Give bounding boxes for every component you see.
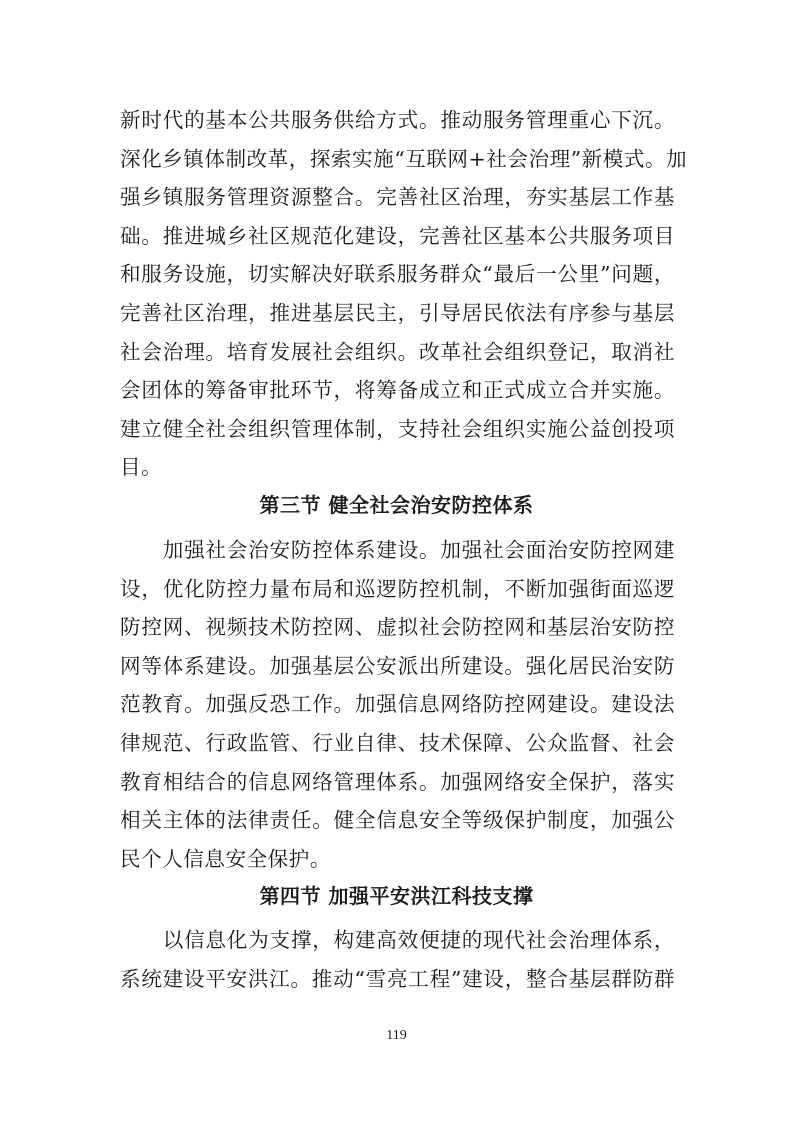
section-4-line: 以信息化为支撑，构建高效便捷的现代社会治理体系， [120, 928, 675, 952]
section-3-line: 律规范、行政监管、行业自律、技术保障、公众监督、社会 [120, 730, 675, 755]
section-3-line: 加强社会治安防控体系建设。加强社会面治安防控网建 [120, 538, 675, 562]
paragraph-1-line: 和服务设施，切实解决好联系服务群众“最后一公里”问题， [120, 262, 675, 287]
paragraph-1-line: 新时代的基本公共服务供给方式。推动服务管理重心下沉。 [120, 108, 675, 132]
section-3-line: 设，优化防控力量布局和巡逻防控机制，不断加强街面巡逻 [120, 576, 675, 601]
section-3-line: 民个人信息安全保护。 [120, 846, 331, 871]
section-3-line: 教育相结合的信息网络管理体系。加强网络安全保护，落实 [120, 769, 675, 794]
section-3-line: 范教育。加强反恐工作。加强信息网络防控网建设。建设法 [120, 692, 675, 717]
section-4-line: 系统建设平安洪江。推动“雪亮工程”建设，整合基层群防群 [120, 966, 675, 991]
section-3-paragraph [120, 531, 675, 878]
paragraph-1-line: 础。推进城乡社区规范化建设，完善社区基本公共服务项目 [120, 223, 675, 248]
page-number: 119 [386, 1028, 407, 1043]
section-3-line: 相关主体的法律责任。健全信息安全等级保护制度，加强公 [120, 808, 675, 833]
paragraph-1-line: 目。 [120, 455, 163, 480]
paragraph-1-line: 社会治理。培育发展社会组织。改革社会组织登记，取消社 [120, 339, 675, 364]
section-4-paragraph [120, 921, 675, 998]
paragraph-1-line: 建立健全社会组织管理体制，支持社会组织实施公益创投项 [120, 416, 675, 441]
paragraph-1 [120, 101, 688, 487]
paragraph-1-line: 深化乡镇体制改革，探索实施“互联网+社会治理”新模式。加 [120, 146, 688, 171]
section-3-heading: 第三节 健全社会治安防控体系 [259, 493, 534, 517]
paragraph-1-line: 完善社区治理，推进基层民主，引导居民依法有序参与基层 [120, 300, 675, 325]
paragraph-1-line: 强乡镇服务管理资源整合。完善社区治理，夯实基层工作基 [120, 185, 675, 210]
section-3-line: 防控网、视频技术防控网、虚拟社会防控网和基层治安防控 [120, 615, 675, 640]
section-3-line: 网等体系建设。加强基层公安派出所建设。强化居民治安防 [120, 653, 675, 678]
section-4-heading: 第四节 加强平安洪江科技支撑 [259, 884, 534, 908]
paragraph-1-line: 会团体的筹备审批环节，将筹备成立和正式成立合并实施。 [120, 378, 675, 403]
